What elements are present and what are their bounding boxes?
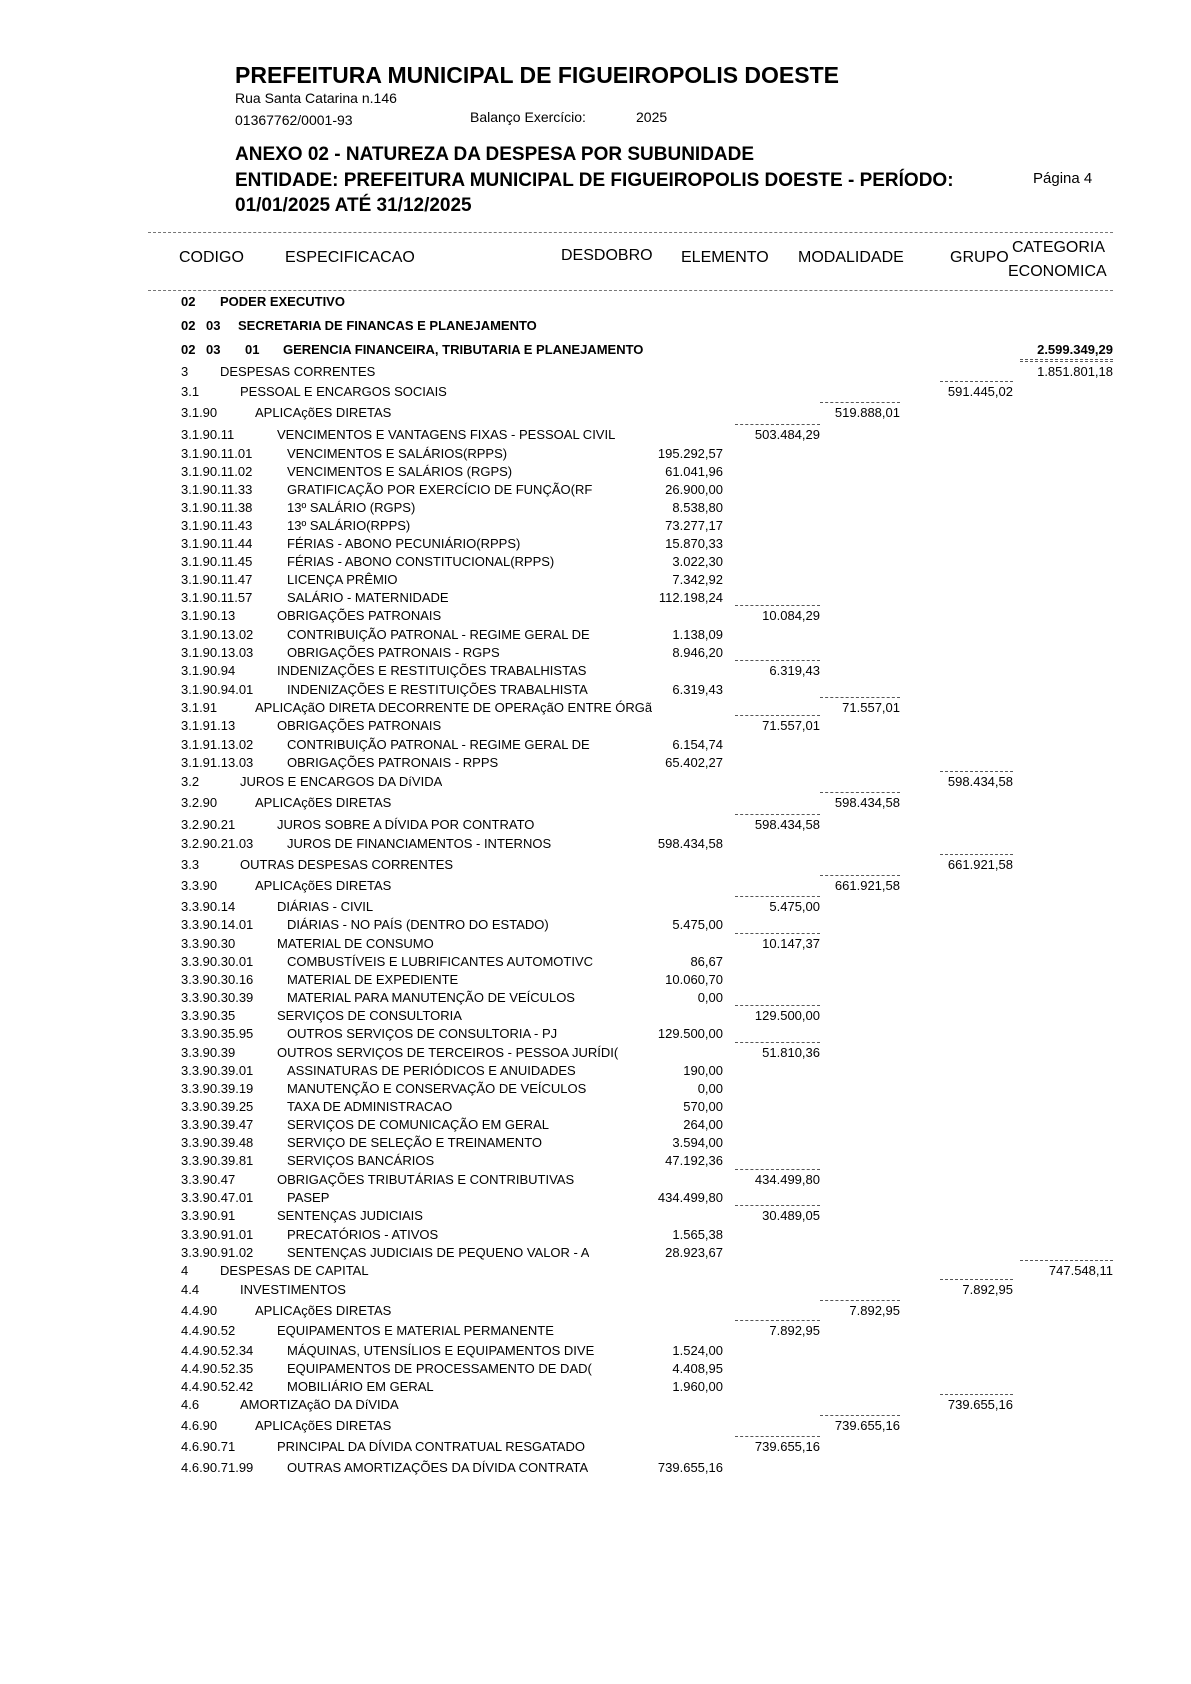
table-row (0, 795, 1191, 813)
subtotal-rule (735, 1205, 820, 1206)
row-value-des: 195.292,57 (657, 446, 723, 461)
balanco-year: 2025 (636, 109, 668, 125)
row-description: PRECATÓRIOS - ATIVOS (287, 1227, 439, 1242)
subtotal-rule (820, 1415, 900, 1416)
row-code: 3.3.90 (181, 878, 218, 893)
row-code: 4.6.90 (181, 1418, 218, 1433)
row-value-des: 129.500,00 (657, 1026, 723, 1041)
row-code: 3.3.90.91.02 (181, 1245, 254, 1260)
document-title: PREFEITURA MUNICIPAL DE FIGUEIROPOLIS DOESTE (235, 62, 840, 88)
row-value-grp: 598.434,58 (947, 774, 1013, 789)
org-l3-total-underline (1020, 359, 1113, 360)
row-value-des: 0,00 (697, 1081, 723, 1096)
col-codigo: CODIGO (179, 249, 244, 266)
row-description: APLICAçõES DIRETAS (255, 1303, 392, 1318)
row-value-ele: 434.499,80 (754, 1172, 820, 1187)
row-description: OBRIGAÇÕES TRIBUTÁRIAS E CONTRIBUTIVAS (277, 1172, 575, 1187)
row-value-des: 1.565,38 (672, 1227, 723, 1242)
columns-divider (148, 290, 1113, 291)
org-l2-code-a: 02 (181, 318, 196, 333)
row-description: OUTRAS AMORTIZAÇÕES DA DÍVIDA CONTRATA (287, 1460, 589, 1475)
row-description: JUROS SOBRE A DÍVIDA POR CONTRATO (277, 817, 535, 832)
subtotal-rule (820, 697, 900, 698)
row-code: 3.3.90.39.19 (181, 1081, 254, 1096)
row-value-des: 6.319,43 (672, 682, 723, 697)
table-row (0, 718, 1191, 736)
row-description: APLICAçõES DIRETAS (255, 795, 392, 810)
row-code: 3.3.90.91.01 (181, 1227, 254, 1242)
table-row (0, 954, 1191, 972)
row-description: APLICAçãO DIRETA DECORRENTE DE OPERAçãO ENTRE ÓRGã (255, 700, 653, 715)
table-row (0, 1303, 1191, 1321)
row-value-des: 112.198,24 (658, 590, 723, 605)
col-modalidade: MODALIDADE (798, 249, 904, 266)
row-value-des: 598.434,58 (657, 836, 723, 851)
row-description: EQUIPAMENTOS E MATERIAL PERMANENTE (277, 1323, 554, 1338)
row-value-des: 1.960,00 (672, 1379, 723, 1394)
table-row (0, 364, 1191, 382)
table-row (0, 990, 1191, 1008)
row-code: 4.6.90.71.99 (181, 1460, 254, 1475)
row-value-ele: 71.557,01 (762, 718, 820, 733)
row-value-ele: 7.892,95 (769, 1323, 820, 1338)
org-l1-code: 02 (181, 294, 196, 309)
row-code: 3.2.90.21.03 (181, 836, 254, 851)
row-description: APLICAçõES DIRETAS (255, 1418, 392, 1433)
row-code: 3.1.90.13 (181, 608, 236, 623)
row-value-grp: 739.655,16 (947, 1397, 1013, 1412)
table-row (0, 1282, 1191, 1300)
row-code: 3.3.90.30.39 (181, 990, 254, 1005)
table-row (0, 1190, 1191, 1208)
row-description: FÉRIAS - ABONO PECUNIÁRIO(RPPS) (287, 536, 521, 551)
table-row (0, 1153, 1191, 1171)
row-description: OUTROS SERVIÇOS DE CONSULTORIA - PJ (287, 1026, 558, 1041)
subtotal-rule (735, 896, 820, 897)
subtotal-rule (1020, 1260, 1113, 1261)
row-description: DIÁRIAS - NO PAÍS (DENTRO DO ESTADO) (287, 917, 549, 932)
row-description: GRATIFICAÇÃO POR EXERCÍCIO DE FUNÇÃO(RF (287, 482, 593, 497)
row-description: 13º SALÁRIO(RPPS) (287, 518, 411, 533)
row-code: 3.1.90.11.01 (181, 446, 253, 461)
row-description: SERVIÇOS DE COMUNICAÇÃO EM GERAL (287, 1117, 549, 1132)
row-value-des: 8.946,20 (672, 645, 723, 660)
table-row (0, 627, 1191, 645)
row-description: SENTENÇAS JUDICIAIS DE PEQUENO VALOR - A (287, 1245, 590, 1260)
table-row (0, 482, 1191, 500)
subtotal-rule (735, 1320, 820, 1321)
row-description: VENCIMENTOS E SALÁRIOS(RPPS) (287, 446, 508, 461)
col-desdobro: DESDOBRO (561, 247, 653, 264)
row-description: MOBILIÁRIO EM GERAL (287, 1379, 434, 1394)
row-code: 4.4.90.52.42 (181, 1379, 254, 1394)
table-row (0, 899, 1191, 917)
row-value-des: 28.923,67 (665, 1245, 723, 1260)
row-code: 3.3.90.30.16 (181, 972, 254, 987)
col-economica: ECONOMICA (1008, 263, 1107, 280)
row-value-des: 3.022,30 (672, 554, 723, 569)
subtotal-rule (1020, 361, 1113, 362)
row-description: LICENÇA PRÊMIO (287, 572, 398, 587)
row-description: OUTRAS DESPESAS CORRENTES (240, 857, 454, 872)
org-l3-code-b: 03 (206, 342, 221, 357)
subtotal-rule (735, 933, 820, 934)
row-description: SERVIÇO DE SELEÇÃO E TREINAMENTO (287, 1135, 543, 1150)
table-row (0, 536, 1191, 554)
row-code: 3.3.90.35 (181, 1008, 236, 1023)
row-code: 3.3.90.39.81 (181, 1153, 254, 1168)
row-description: SERVIÇOS BANCÁRIOS (287, 1153, 435, 1168)
row-value-ele: 129.500,00 (754, 1008, 820, 1023)
row-description: PESSOAL E ENCARGOS SOCIAIS (240, 384, 447, 399)
row-description: OBRIGAÇÕES PATRONAIS (277, 608, 442, 623)
subtotal-rule (735, 605, 820, 606)
table-row (0, 446, 1191, 464)
row-description: APLICAçõES DIRETAS (255, 878, 392, 893)
subtotal-rule (735, 424, 820, 425)
row-code: 3.2.90.21 (181, 817, 236, 832)
row-description: TAXA DE ADMINISTRACAO (287, 1099, 453, 1114)
table-row (0, 518, 1191, 536)
row-code: 3.2 (181, 774, 200, 789)
row-code: 3.2.90 (181, 795, 218, 810)
row-value-mod: 661.921,58 (834, 878, 900, 893)
row-code: 4.4 (181, 1282, 200, 1297)
row-value-mod: 7.892,95 (849, 1303, 900, 1318)
row-description: OUTROS SERVIÇOS DE TERCEIROS - PESSOA JURÍDI( (277, 1045, 619, 1060)
table-row (0, 645, 1191, 663)
row-code: 3.1.90.94.01 (181, 682, 254, 697)
subtotal-rule (820, 1300, 900, 1301)
table-row (0, 1361, 1191, 1379)
org-l3-name: GERENCIA FINANCEIRA, TRIBUTARIA E PLANEJAMENTO (283, 342, 644, 357)
row-description: PRINCIPAL DA DÍVIDA CONTRATUAL RESGATADO (277, 1439, 585, 1454)
table-row (0, 700, 1191, 718)
row-value-des: 739.655,16 (657, 1460, 723, 1475)
row-code: 3.1.91.13.03 (181, 755, 254, 770)
table-row (0, 836, 1191, 854)
row-code: 4.4.90 (181, 1303, 218, 1318)
subtotal-rule (940, 771, 1013, 772)
row-value-des: 10.060,70 (665, 972, 723, 987)
table-row (0, 682, 1191, 700)
table-row (0, 1323, 1191, 1341)
row-code: 3.1.90.11.44 (181, 536, 253, 551)
row-value-mod: 598.434,58 (834, 795, 900, 810)
table-row (0, 817, 1191, 835)
subtotal-rule (735, 660, 820, 661)
row-value-des: 47.192,36 (665, 1153, 723, 1168)
row-code: 3.1.90 (181, 405, 218, 420)
row-value-ele: 51.810,36 (762, 1045, 820, 1060)
row-code: 3.1.90.11.47 (181, 572, 253, 587)
subtotal-rule (820, 402, 900, 403)
row-description: ASSINATURAS DE PERIÓDICOS E ANUIDADES (287, 1063, 576, 1078)
row-code: 3.1.90.11 (181, 427, 235, 442)
row-value-des: 4.408,95 (672, 1361, 723, 1376)
table-row (0, 1135, 1191, 1153)
row-description: DESPESAS CORRENTES (220, 364, 376, 379)
row-description: SERVIÇOS DE CONSULTORIA (277, 1008, 462, 1023)
row-value-des: 264,00 (683, 1117, 723, 1132)
row-code: 3.1.90.11.38 (181, 500, 253, 515)
row-description: SENTENÇAS JUDICIAIS (277, 1208, 423, 1223)
row-value-ele: 6.319,43 (769, 663, 820, 678)
table-row (0, 1439, 1191, 1457)
row-code: 3.3.90.39.48 (181, 1135, 254, 1150)
table-row (0, 427, 1191, 445)
table-row (0, 500, 1191, 518)
row-description: MATERIAL PARA MANUTENÇÃO DE VEÍCULOS (287, 990, 575, 1005)
row-code: 3.3.90.39 (181, 1045, 236, 1060)
table-row (0, 608, 1191, 626)
row-code: 3.3.90.30.01 (181, 954, 254, 969)
row-value-ele: 5.475,00 (769, 899, 820, 914)
row-code: 3.1.90.13.03 (181, 645, 254, 660)
table-row (0, 1460, 1191, 1478)
table-row (0, 857, 1191, 875)
org-l2-code-b: 03 (206, 318, 221, 333)
row-code: 4.4.90.52.35 (181, 1361, 254, 1376)
table-row (0, 1099, 1191, 1117)
row-value-des: 5.475,00 (672, 917, 723, 932)
row-code: 3.3.90.30 (181, 936, 236, 951)
subtotal-rule (735, 1436, 820, 1437)
row-description: PASEP (287, 1190, 330, 1205)
report-title: ANEXO 02 - NATUREZA DA DESPESA POR SUBUNIDADE (235, 144, 755, 165)
row-code: 3.1.91.13.02 (181, 737, 254, 752)
row-description: INVESTIMENTOS (240, 1282, 346, 1297)
col-categoria: CATEGORIA (1012, 239, 1106, 256)
row-description: CONTRIBUIÇÃO PATRONAL - REGIME GERAL DE (287, 627, 590, 642)
table-row (0, 1008, 1191, 1026)
table-row (0, 590, 1191, 608)
row-description: EQUIPAMENTOS DE PROCESSAMENTO DE DAD( (287, 1361, 592, 1376)
row-value-des: 61.041,96 (665, 464, 723, 479)
table-row (0, 774, 1191, 792)
row-description: JUROS DE FINANCIAMENTOS - INTERNOS (287, 836, 552, 851)
row-code: 3.3 (181, 857, 200, 872)
org-l1-name: PODER EXECUTIVO (220, 294, 345, 309)
org-l3-code-a: 02 (181, 342, 196, 357)
row-code: 3.1.90.11.02 (181, 464, 253, 479)
row-description: VENCIMENTOS E VANTAGENS FIXAS - PESSOAL CIVIL (277, 427, 616, 442)
table-row (0, 1418, 1191, 1436)
row-value-des: 7.342,92 (672, 572, 723, 587)
row-value-cat: 1.851.801,18 (1037, 364, 1113, 379)
row-description: SALÁRIO - MATERNIDADE (287, 590, 449, 605)
table-row (0, 1045, 1191, 1063)
table-row (0, 1397, 1191, 1415)
subtotal-rule (735, 715, 820, 716)
table-row (0, 936, 1191, 954)
row-description: OBRIGAÇÕES PATRONAIS (277, 718, 442, 733)
table-row (0, 1245, 1191, 1263)
subtotal-rule (735, 1005, 820, 1006)
header-divider (148, 232, 1113, 233)
subtotal-rule (735, 1042, 820, 1043)
row-value-mod: 71.557,01 (842, 700, 900, 715)
entity-line: ENTIDADE: PREFEITURA MUNICIPAL DE FIGUEIROPOLIS DOESTE - PERÍODO: (235, 170, 954, 191)
subtotal-rule (940, 1279, 1013, 1280)
row-description: FÉRIAS - ABONO CONSTITUCIONAL(RPPS) (287, 554, 555, 569)
subtotal-rule (735, 814, 820, 815)
subtotal-rule (820, 792, 900, 793)
table-row (0, 878, 1191, 896)
balanco-label: Balanço Exercício: (470, 109, 586, 125)
row-description: APLICAçõES DIRETAS (255, 405, 392, 420)
row-description: INDENIZAÇÕES E RESTITUIÇÕES TRABALHISTAS (277, 663, 587, 678)
row-code: 3.3.90.39.01 (181, 1063, 254, 1078)
row-description: OBRIGAÇÕES PATRONAIS - RPPS (287, 755, 499, 770)
row-value-ele: 739.655,16 (754, 1439, 820, 1454)
row-code: 3.3.90.47 (181, 1172, 236, 1187)
table-row (0, 405, 1191, 423)
row-code: 3.1.90.11.45 (181, 554, 253, 569)
row-value-des: 3.594,00 (672, 1135, 723, 1150)
row-value-ele: 30.489,05 (762, 1208, 820, 1223)
row-value-des: 1.524,00 (672, 1343, 723, 1358)
row-code: 3.3.90.35.95 (181, 1026, 254, 1041)
row-value-des: 73.277,17 (665, 518, 723, 533)
table-row (0, 1227, 1191, 1245)
row-code: 3.1.91 (181, 700, 218, 715)
period-line: 01/01/2025 ATÉ 31/12/2025 (235, 195, 472, 216)
row-value-des: 8.538,80 (672, 500, 723, 515)
row-description: DESPESAS DE CAPITAL (220, 1263, 369, 1278)
subtotal-rule (940, 854, 1013, 855)
table-row (0, 1026, 1191, 1044)
row-value-ele: 503.484,29 (754, 427, 820, 442)
table-row (0, 1117, 1191, 1135)
table-row (0, 1208, 1191, 1226)
row-description: DIÁRIAS - CIVIL (277, 899, 374, 914)
row-value-mod: 739.655,16 (834, 1418, 900, 1433)
row-value-des: 6.154,74 (672, 737, 723, 752)
row-code: 4.6 (181, 1397, 200, 1412)
row-description: MATERIAL DE EXPEDIENTE (287, 972, 459, 987)
table-row (0, 1081, 1191, 1099)
col-elemento: ELEMENTO (681, 249, 769, 266)
row-value-des: 15.870,33 (665, 536, 723, 551)
table-row (0, 1172, 1191, 1190)
row-code: 3.1.91.13 (181, 718, 236, 733)
row-description: COMBUSTÍVEIS E LUBRIFICANTES AUTOMOTIVC (287, 954, 594, 969)
table-row (0, 1343, 1191, 1361)
row-description: CONTRIBUIÇÃO PATRONAL - REGIME GERAL DE (287, 737, 590, 752)
row-code: 3.1.90.11.33 (181, 482, 253, 497)
row-value-grp: 591.445,02 (947, 384, 1013, 399)
row-value-des: 190,00 (683, 1063, 723, 1078)
org-l3-code-c: 01 (245, 342, 260, 357)
row-code: 3.1.90.11.57 (181, 590, 253, 605)
subtotal-rule (940, 1394, 1013, 1395)
row-value-grp: 7.892,95 (962, 1282, 1013, 1297)
row-value-ele: 10.084,29 (762, 608, 820, 623)
row-code: 3.1.90.13.02 (181, 627, 254, 642)
row-value-des: 1.138,09 (672, 627, 723, 642)
row-description: INDENIZAÇÕES E RESTITUIÇÕES TRABALHISTA (287, 682, 588, 697)
row-code: 3.1.90.11.43 (181, 518, 253, 533)
row-code: 3.3.90.39.47 (181, 1117, 254, 1132)
table-row (0, 572, 1191, 590)
row-code: 3.1 (181, 384, 200, 399)
row-value-des: 86,67 (690, 954, 723, 969)
col-grupo: GRUPO (950, 249, 1009, 266)
row-value-grp: 661.921,58 (947, 857, 1013, 872)
row-value-des: 65.402,27 (665, 755, 723, 770)
row-description: MATERIAL DE CONSUMO (277, 936, 434, 951)
row-description: AMORTIZAçãO DA DíVIDA (240, 1397, 399, 1412)
row-description: MÁQUINAS, UTENSÍLIOS E EQUIPAMENTOS DIVE (287, 1343, 595, 1358)
org-l3-total: 2.599.349,29 (1037, 342, 1113, 357)
row-code: 3.3.90.39.25 (181, 1099, 254, 1114)
row-description: MANUTENÇÃO E CONSERVAÇÃO DE VEÍCULOS (287, 1081, 587, 1096)
row-description: 13º SALÁRIO (RGPS) (287, 500, 416, 515)
row-code: 3.3.90.91 (181, 1208, 236, 1223)
row-code: 3.3.90.47.01 (181, 1190, 254, 1205)
row-description: OBRIGAÇÕES PATRONAIS - RGPS (287, 645, 500, 660)
address: Rua Santa Catarina n.146 (235, 90, 397, 106)
row-code: 3.1.90.94 (181, 663, 236, 678)
table-row (0, 1063, 1191, 1081)
row-code: 3.3.90.14 (181, 899, 236, 914)
row-value-des: 434.499,80 (657, 1190, 723, 1205)
table-row (0, 972, 1191, 990)
row-code: 4 (181, 1263, 189, 1278)
org-l2-name: SECRETARIA DE FINANCAS E PLANEJAMENTO (238, 318, 537, 333)
subtotal-rule (820, 875, 900, 876)
page-number: Página 4 (1033, 170, 1093, 187)
table-row (0, 917, 1191, 935)
row-description: VENCIMENTOS E SALÁRIOS (RGPS) (287, 464, 513, 479)
table-row (0, 464, 1191, 482)
row-value-des: 0,00 (697, 990, 723, 1005)
table-row (0, 384, 1191, 402)
row-code: 3.3.90.14.01 (181, 917, 254, 932)
row-code: 4.4.90.52 (181, 1323, 236, 1338)
row-value-ele: 598.434,58 (754, 817, 820, 832)
table-row (0, 737, 1191, 755)
row-value-mod: 519.888,01 (834, 405, 900, 420)
table-row (0, 663, 1191, 681)
cnpj: 01367762/0001-93 (235, 112, 353, 128)
row-value-des: 570,00 (683, 1099, 723, 1114)
row-value-ele: 10.147,37 (762, 936, 820, 951)
row-code: 4.4.90.52.34 (181, 1343, 254, 1358)
row-value-cat: 747.548,11 (1048, 1263, 1113, 1278)
row-value-des: 26.900,00 (665, 482, 723, 497)
subtotal-rule (735, 1169, 820, 1170)
table-row (0, 554, 1191, 572)
row-code: 3 (181, 364, 189, 379)
row-description: JUROS E ENCARGOS DA DíVIDA (240, 774, 443, 789)
subtotal-rule (940, 381, 1013, 382)
col-especificacao: ESPECIFICACAO (285, 249, 415, 266)
row-code: 4.6.90.71 (181, 1439, 236, 1454)
